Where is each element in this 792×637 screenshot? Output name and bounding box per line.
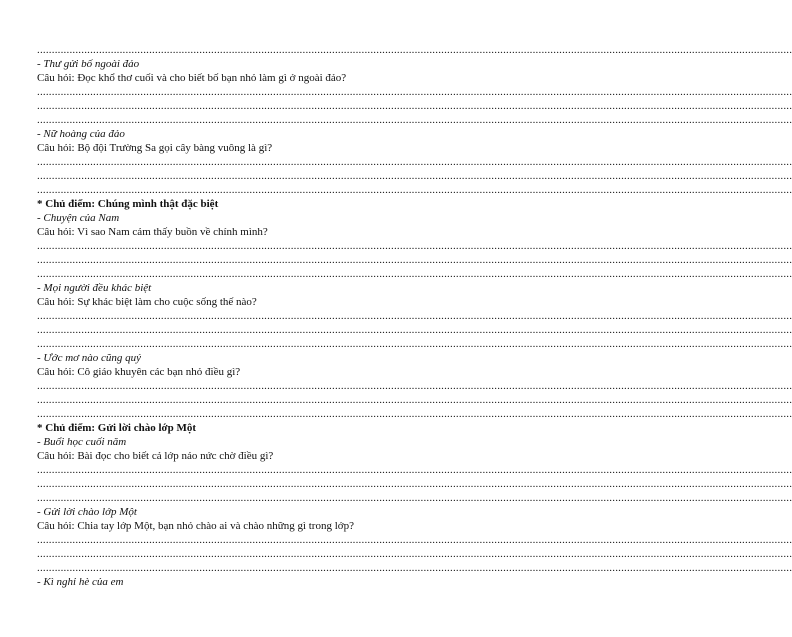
lesson-title: - Thư gửi bố ngoài đảo xyxy=(37,58,140,70)
lesson-title: - Nữ hoàng của đảo xyxy=(37,128,125,140)
answer-line: ................................................................................................................................................................................................................................................................ xyxy=(37,464,792,476)
question-text: Câu hỏi: Đọc khổ thơ cuối và cho biết bố bạn nhỏ làm gì ở ngoài đảo? xyxy=(37,72,347,84)
answer-line: ................................................................................................................................................................................................................................................................ xyxy=(37,534,792,546)
answer-line: ................................................................................................................................................................................................................................................................ xyxy=(37,408,792,420)
answer-line: ................................................................................................................................................................................................................................................................ xyxy=(37,240,792,252)
answer-line: ................................................................................................................................................................................................................................................................ xyxy=(37,170,792,182)
theme-heading: * Chủ điểm: Chúng mình thật đặc biệt xyxy=(37,198,219,210)
answer-line: ................................................................................................................................................................................................................................................................ xyxy=(37,268,792,280)
answer-line: ................................................................................................................................................................................................................................................................ xyxy=(37,114,792,126)
question-text: Câu hỏi: Sự khác biệt làm cho cuộc sống thế nào? xyxy=(37,296,257,308)
answer-line: ................................................................................................................................................................................................................................................................ xyxy=(37,492,792,504)
question-text: Câu hỏi: Vì sao Nam cảm thấy buồn về chính mình? xyxy=(37,226,268,238)
answer-line: ................................................................................................................................................................................................................................................................ xyxy=(37,324,792,336)
answer-line: ................................................................................................................................................................................................................................................................ xyxy=(37,548,792,560)
answer-line: ................................................................................................................................................................................................................................................................ xyxy=(37,184,792,196)
answer-line: ................................................................................................................................................................................................................................................................ xyxy=(37,310,792,322)
question-text: Câu hỏi: Bài đọc cho biết cả lớp náo nức chờ điều gì? xyxy=(37,450,274,462)
answer-line: ................................................................................................................................................................................................................................................................ xyxy=(37,380,792,392)
lesson-title: - Ước mơ nào cũng quý xyxy=(37,352,142,364)
lesson-title: - Chuyện của Nam xyxy=(37,212,120,224)
question-text: Câu hỏi: Chia tay lớp Một, bạn nhỏ chào ai và chào những gì trong lớp? xyxy=(37,520,354,532)
answer-line: ................................................................................................................................................................................................................................................................ xyxy=(37,338,792,350)
answer-line: ................................................................................................................................................................................................................................................................ xyxy=(37,86,792,98)
answer-line: ................................................................................................................................................................................................................................................................ xyxy=(37,478,792,490)
answer-line: ................................................................................................................................................................................................................................................................ xyxy=(37,156,792,168)
theme-heading: * Chủ điểm: Gửi lời chào lớp Một xyxy=(37,422,197,434)
answer-line: ................................................................................................................................................................................................................................................................ xyxy=(37,254,792,266)
answer-line: ................................................................................................................................................................................................................................................................ xyxy=(37,44,792,56)
lesson-title: - Buổi học cuối năm xyxy=(37,436,127,448)
answer-line: ................................................................................................................................................................................................................................................................ xyxy=(37,562,792,574)
lesson-title: - Mọi người đều khác biệt xyxy=(37,282,152,294)
answer-line: ................................................................................................................................................................................................................................................................ xyxy=(37,100,792,112)
question-text: Câu hỏi: Bộ đội Trường Sa gọi cây bàng vuông là gì? xyxy=(37,142,273,154)
answer-line: ................................................................................................................................................................................................................................................................ xyxy=(37,394,792,406)
lesson-title: - Gửi lời chào lớp Một xyxy=(37,506,137,518)
question-text: Câu hỏi: Cô giáo khuyên các bạn nhỏ điều gì? xyxy=(37,366,241,378)
lesson-title: - Kì nghỉ hè của em xyxy=(37,576,124,588)
